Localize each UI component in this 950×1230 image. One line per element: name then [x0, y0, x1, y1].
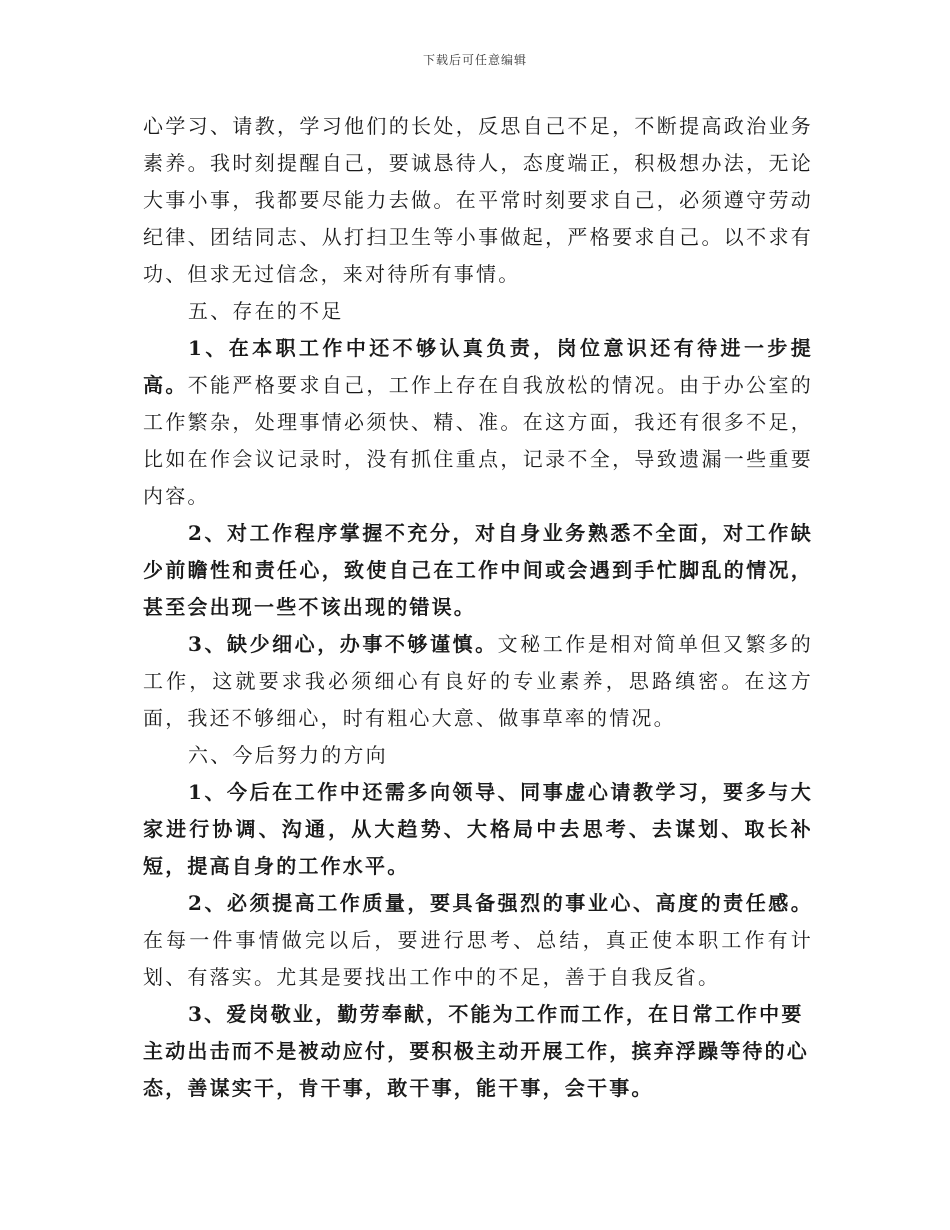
page-header: 下载后可任意编辑 [422, 53, 527, 67]
direction-item-1 [143, 774, 813, 885]
item-lead-text: 3、缺少细心，办事不够谨慎。 [188, 632, 498, 656]
shortcoming-item-2 [143, 515, 813, 626]
paragraph-text: 心学习、请教，学习他们的长处，反思自己不足，不断提高政治业务素养。我时刻提醒自己，要诚恳待人，态度端正，积极想办法，无论大事小事，我都要尽能力去做。在平常时刻要求自己，必须遵守劳动纪律、团结同志、从打扫卫生等小事做起，严格要求自己。以不求有功、但求无过信念，来对待所有事情。 [143, 114, 813, 286]
item-body-text: 不能严格要求自己，工作上存在自我放松的情况。由于办公室的工作繁杂，处理事情必须快、精、准。在这方面，我还有很多不足，比如在作会议记录时，没有抓住重点，记录不全，导致遗漏一些重要内容。 [143, 373, 813, 508]
item-lead-text: 2、必须提高工作质量，要具备强烈的事业心、高度的责任感。 [188, 891, 813, 915]
paragraph-continuation [143, 108, 813, 293]
item-lead-text: 1、在本职工作中还不够认真负责，岗位意识还有待进一步提高。 [143, 336, 813, 397]
item-lead-text: 3、爱岗敬业，勤劳奉献，不能为工作而工作，在日常工作中要主动出击而不是被动应付，要积极主动开展工作，摈弃浮躁等待的心态，善谋实干，肯干事，敢干事，能干事，会干事。 [143, 1002, 809, 1100]
section-heading-shortcomings [143, 293, 813, 330]
item-lead-text: 2、对工作程序掌握不充分，对自身业务熟悉不全面，对工作缺少前瞻性和责任心，致使自己在工作中间或会遇到手忙脚乱的情况，甚至会出现一些不该出现的错误。 [143, 521, 813, 619]
shortcoming-item-1 [143, 330, 813, 515]
section-heading-direction [143, 737, 813, 774]
direction-item-3 [143, 996, 813, 1107]
item-body-text: 文秘工作是相对简单但又繁多的工作，这就要求我必须细心有良好的专业素养，思路缜密。在这方面，我还不够细心，时有粗心大意、做事草率的情况。 [143, 632, 813, 730]
section-heading-text: 五、存在的不足 [188, 299, 344, 323]
item-body-text: 在每一件事情做完以后，要进行思考、总结，真正使本职工作有计划、有落实。尤其是要找出工作中的不足，善于自我反省。 [143, 928, 813, 989]
section-heading-text: 六、今后努力的方向 [188, 743, 388, 767]
item-lead-text: 1、今后在工作中还需多向领导、同事虚心请教学习，要多与大家进行协调、沟通，从大趋势、大格局中去思考、去谋划、取长补短，提高自身的工作水平。 [143, 780, 813, 878]
shortcoming-item-3 [143, 626, 813, 737]
direction-item-2 [143, 885, 813, 996]
document-body [143, 108, 813, 1107]
